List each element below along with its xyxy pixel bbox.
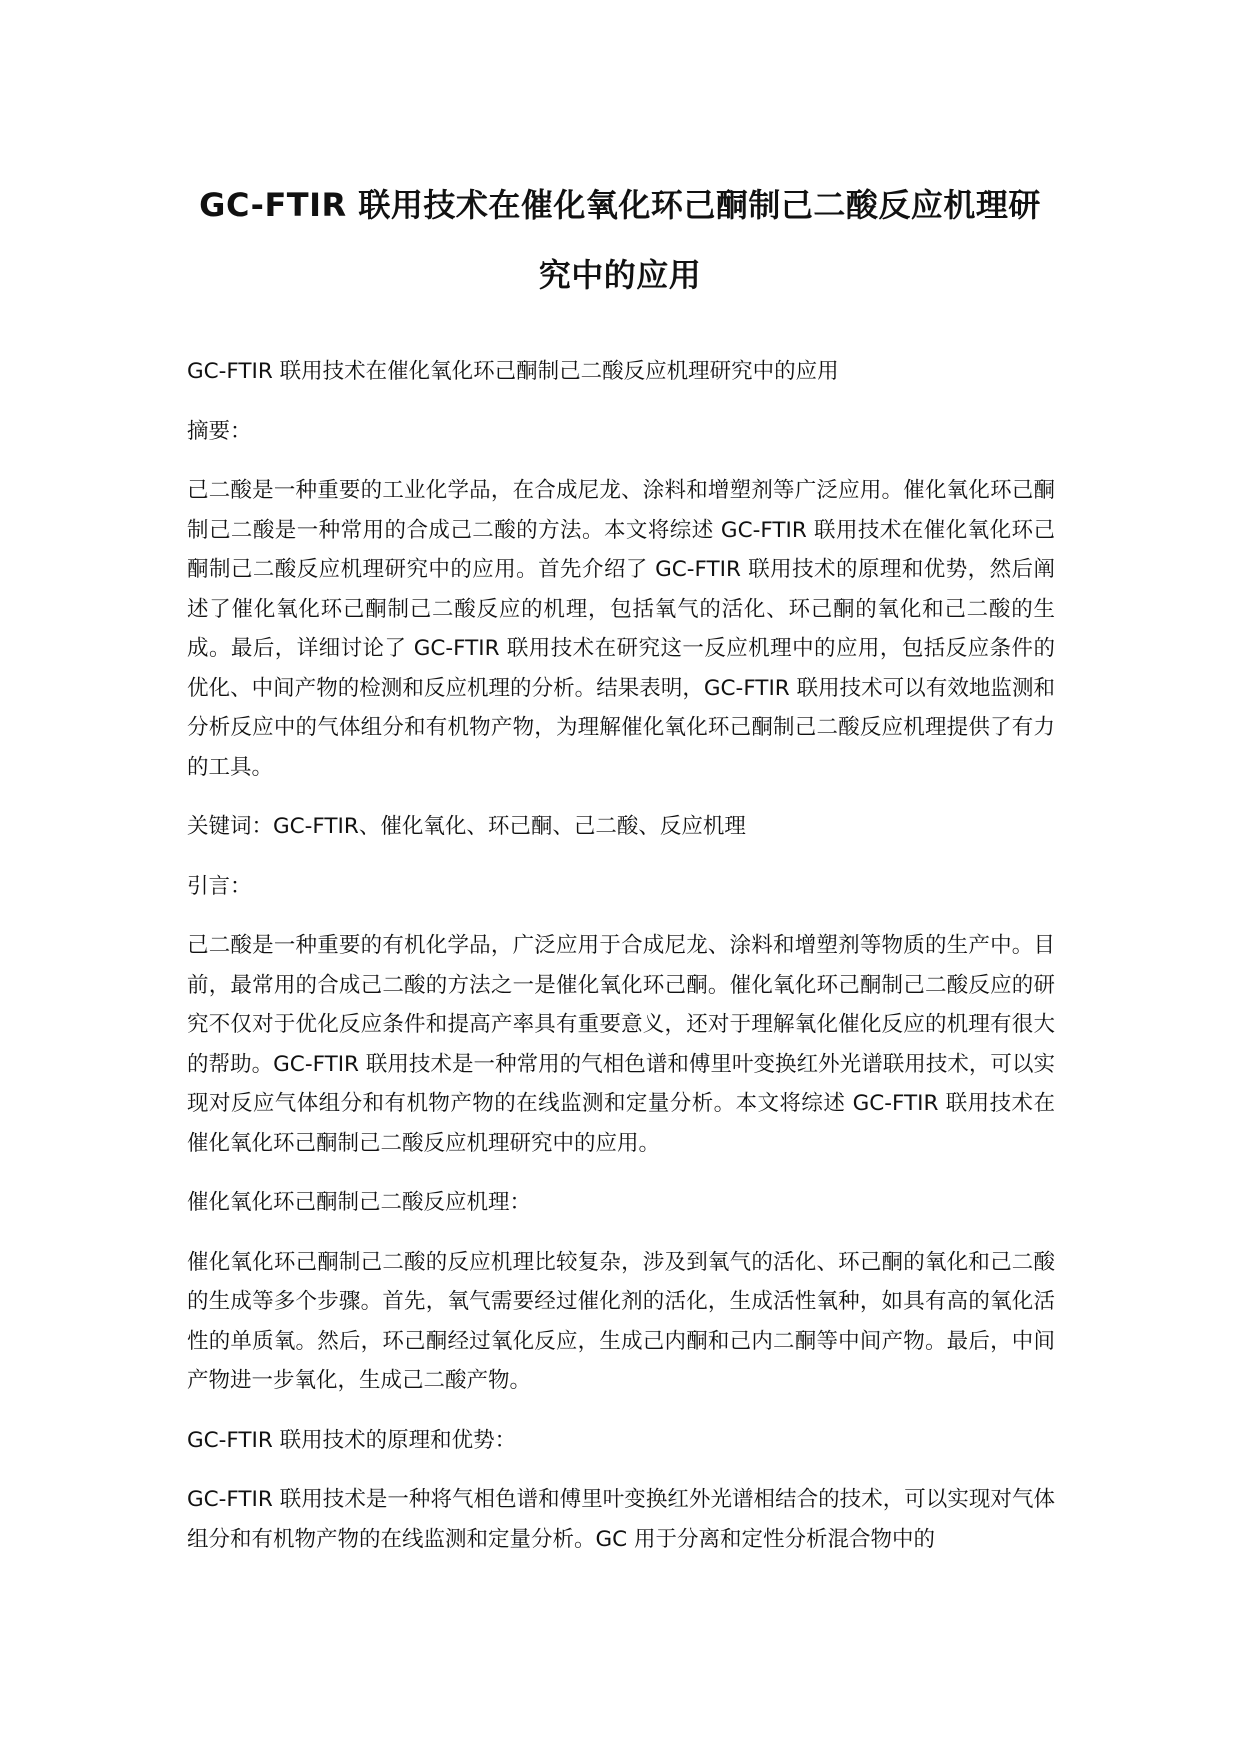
mechanism-paragraph: 催化氧化环己酮制己二酸的反应机理比较复杂，涉及到氧气的活化、环己酮的氧化和己二酸的生成等多个步骤。首先，氧气需要经过催化剂的活化，生成活性氧种，如具有高的氧化活性的单质氧。然后，环己酮经过氧化反应，生成己内酮和己内二酮等中间产物。最后，中间产物进一步氧化，生成己二酸产物。 [187,1249,1055,1393]
mechanism-heading: 催化氧化环己酮制己二酸反应机理： [187,1190,532,1215]
abstract-paragraph: 己二酸是一种重要的工业化学品，在合成尼龙、涂料和增塑剂等广泛应用。催化氧化环己酮制己二酸是一种常用的合成己二酸的方法。本文将综述 GC-FTIR 联用技术在催化氧化环己酮制己二酸反应机理研究中的应用。首先介绍了 GC-FTIR 联用技术的原理和优势，然后阐述了催化氧化环己酮制己二酸反应的机理，包括氧气的活化、环己酮的氧化和己二酸的生成。最后，详细讨论了 GC-FTIR 联用技术在研究这一反应机理中的应用，包括反应条件的优化、中间产物的检测和反应机理的分析。结果表明，GC-FTIR 联用技术可以有效地监测和分析反应中的气体组分和有机物产物，为理解催化氧化环己酮制己二酸反应机理提供了有力的工具。 [187,478,1055,780]
keywords-line: 关键词：GC-FTIR、催化氧化、环己酮、己二酸、反应机理 [187,814,746,839]
introduction-heading: 引言： [187,873,252,899]
title-line-1: GC-FTIR 联用技术在催化氧化环己酮制己二酸反应机理研 [199,186,1041,224]
principle-paragraph: GC-FTIR 联用技术是一种将气相色谱和傅里叶变换红外光谱相结合的技术，可以实现对气体组分和有机物产物的在线监测和定量分析。GC 用于分离和定性分析混合物中的 [187,1487,1055,1552]
document-title [170,170,1070,310]
abstract-heading: 摘要： [187,418,252,444]
document-body [187,352,1055,1579]
introduction-paragraph: 己二酸是一种重要的有机化学品，广泛应用于合成尼龙、涂料和增塑剂等物质的生产中。目前，最常用的合成己二酸的方法之一是催化氧化环己酮。催化氧化环己酮制己二酸反应的研究不仅对于优化反应条件和提高产率具有重要意义，还对于理解氧化催化反应的机理有很大的帮助。GC-FTIR 联用技术是一种常用的气相色谱和傅里叶变换红外光谱联用技术，可以实现对反应气体组分和有机物产物的在线监测和定量分析。本文将综述 GC-FTIR 联用技术在催化氧化环己酮制己二酸反应机理研究中的应用。 [187,933,1055,1156]
subtitle: GC-FTIR 联用技术在催化氧化环己酮制己二酸反应机理研究中的应用 [187,359,839,384]
title-line-2: 究中的应用 [538,256,702,294]
principle-heading: GC-FTIR 联用技术的原理和优势： [187,1427,517,1453]
